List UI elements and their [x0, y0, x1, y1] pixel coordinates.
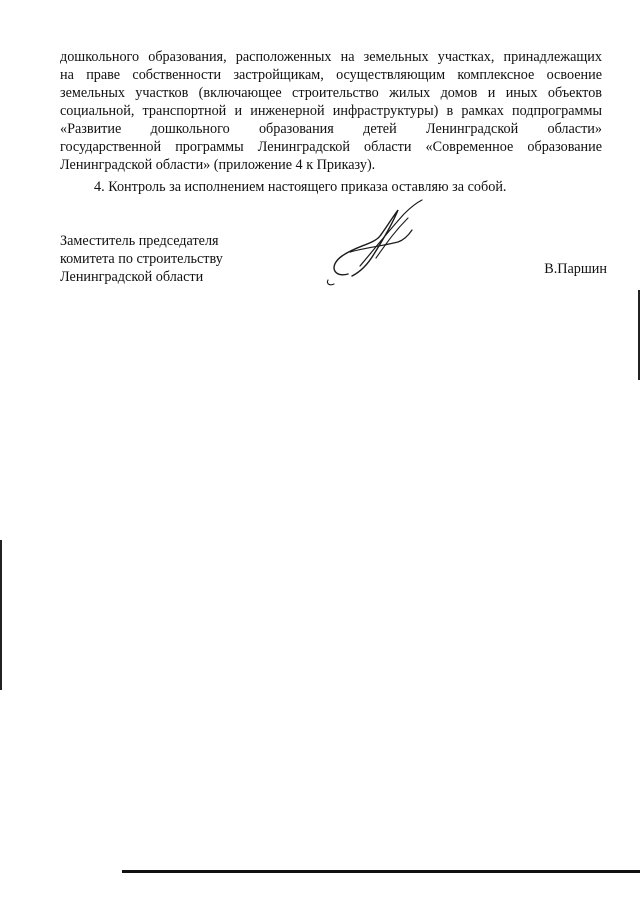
text-line: дошкольного образования, расположенных на земельных участках, принадлежащих: [60, 49, 602, 65]
paragraph-4: 4. Контроль за исполнением настоящего приказа оставляю за собой.: [94, 179, 507, 195]
position-line: комитета по строительству: [60, 251, 223, 267]
signer-name: В.Паршин: [544, 261, 607, 277]
footer-rule: [122, 870, 640, 873]
text-line: государственной программы Ленинградской области «Современное образование: [60, 139, 602, 155]
text-line: «Развитие дошкольного образования детей Ленинградской области»: [60, 121, 602, 137]
position-line: Ленинградской области: [60, 269, 204, 285]
text-line: Ленинградской области» (приложение 4 к Приказу).: [60, 157, 376, 173]
position-line: Заместитель председателя: [60, 233, 219, 249]
text-line: социальной, транспортной и инженерной инфраструктуры) в рамках подпрограммы: [60, 103, 602, 119]
text-line: на праве собственности застройщикам, осуществляющим комплексное освоение: [60, 67, 602, 83]
body-text: [60, 48, 602, 174]
handwritten-signature: [320, 196, 440, 288]
scan-edge-mark: [0, 540, 2, 690]
signatory-position: [60, 232, 223, 286]
text-line: земельных участков (включающее строительство жилых домов и иных объектов: [60, 85, 602, 101]
